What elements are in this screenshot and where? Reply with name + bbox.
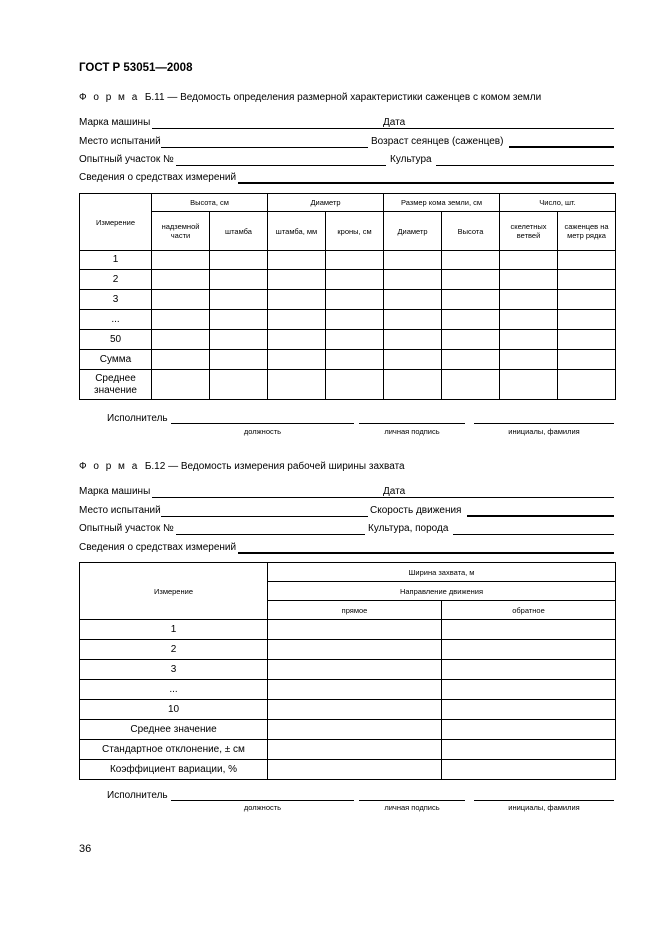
table-cell[interactable]: [152, 251, 210, 270]
table-cell[interactable]: [442, 660, 616, 680]
subheader-per-meter: саженцев на метр рядка: [558, 212, 616, 251]
table-cell[interactable]: [268, 350, 326, 370]
table-cell[interactable]: [268, 640, 442, 660]
table-cell[interactable]: [152, 290, 210, 310]
form-12-signature-position-line[interactable]: [171, 800, 354, 801]
table-cell[interactable]: [326, 350, 384, 370]
field-label-speed: Скорость движения: [370, 505, 462, 516]
field-label-place: Место испытаний: [79, 136, 161, 147]
table-cell[interactable]: [326, 330, 384, 350]
table-cell[interactable]: [152, 330, 210, 350]
table-cell[interactable]: [442, 700, 616, 720]
table-cell[interactable]: [442, 330, 500, 350]
table-cell[interactable]: [210, 330, 268, 350]
field-label-instruments: Сведения о средствах измерений: [79, 172, 237, 183]
form-11-word: Ф о р м а: [79, 92, 140, 103]
form-11-row-instruments: [79, 172, 614, 186]
form-11-row-machine: [79, 117, 614, 131]
form-12-caption-name: инициалы, фамилия: [508, 803, 580, 812]
table-cell[interactable]: [500, 290, 558, 310]
table-cell[interactable]: [326, 251, 384, 270]
table-cell[interactable]: [268, 700, 442, 720]
form-12-row-machine: [79, 486, 614, 500]
row-label: 3: [80, 290, 152, 310]
table-cell[interactable]: [384, 310, 442, 330]
table-cell[interactable]: [210, 251, 268, 270]
field-line-place[interactable]: [161, 516, 368, 517]
field-line-date[interactable]: [410, 497, 614, 498]
form-11-title: [79, 92, 541, 103]
field-label-place: Место испытаний: [79, 505, 161, 516]
table-cell[interactable]: [558, 350, 616, 370]
table-cell[interactable]: [384, 350, 442, 370]
table-cell[interactable]: [268, 310, 326, 330]
row-label: Среднее значение: [80, 720, 268, 740]
table-cell[interactable]: [442, 740, 616, 760]
table-row: [80, 700, 616, 720]
field-label-instruments: Сведения о средствах измерений: [79, 542, 237, 553]
table-cell[interactable]: [442, 270, 500, 290]
table-cell[interactable]: [442, 620, 616, 640]
row-label: 3: [80, 660, 268, 680]
table-cell[interactable]: [442, 720, 616, 740]
subheader-above: надземной части: [152, 212, 210, 251]
form-11-row-plot: [79, 154, 614, 168]
table-cell[interactable]: [558, 370, 616, 400]
table-cell[interactable]: [152, 310, 210, 330]
table-cell[interactable]: [558, 270, 616, 290]
table-cell[interactable]: [500, 370, 558, 400]
form-11-signature-label: Исполнитель: [107, 413, 168, 424]
table-cell[interactable]: [384, 270, 442, 290]
table-cell[interactable]: [268, 720, 442, 740]
form-11-signature-name-line[interactable]: [474, 423, 614, 424]
table-row: [80, 660, 616, 680]
table-cell[interactable]: [326, 370, 384, 400]
table-cell[interactable]: [384, 330, 442, 350]
subheader-stem: штамба: [210, 212, 268, 251]
form-12-title-text: Б.12 — Ведомость измерения рабочей ширины захвата: [144, 461, 405, 472]
header-width: Ширина захвата, м: [268, 563, 616, 582]
subheader-stem-diameter: штамба, мм: [268, 212, 326, 251]
header-measure: Измерение: [80, 194, 152, 251]
field-label-culture: Культура, порода: [368, 523, 449, 534]
form-11-signature-sign-line[interactable]: [359, 423, 465, 424]
table-cell[interactable]: [268, 680, 442, 700]
table-row: [80, 740, 616, 760]
table-cell[interactable]: [500, 251, 558, 270]
table-cell[interactable]: [152, 370, 210, 400]
row-label: Коэффициент вариации, %: [80, 760, 268, 780]
field-label-plot: Опытный участок №: [79, 154, 174, 165]
table-cell[interactable]: [268, 290, 326, 310]
table-row: [80, 330, 616, 350]
header-diameter: Диаметр: [268, 194, 384, 212]
form-12-caption-sign: личная подпись: [384, 803, 440, 812]
field-line-instruments[interactable]: [238, 182, 614, 184]
document-header: ГОСТ Р 53051—2008: [79, 62, 193, 74]
header-clod: Размер кома земли, см: [384, 194, 500, 212]
row-label: ...: [80, 680, 268, 700]
form-11-title-text: Б.11 — Ведомость определения размерной характеристики саженцев с комом земли: [144, 92, 542, 103]
table-cell[interactable]: [558, 290, 616, 310]
table-cell[interactable]: [442, 251, 500, 270]
field-label-plot: Опытный участок №: [79, 523, 174, 534]
table-row: [80, 310, 616, 330]
table-cell[interactable]: [210, 370, 268, 400]
table-cell[interactable]: [500, 330, 558, 350]
form-11-caption-position: должность: [243, 427, 282, 436]
field-line-date[interactable]: [410, 128, 614, 129]
field-line-culture[interactable]: [436, 165, 614, 166]
field-line-plot[interactable]: [176, 165, 386, 166]
table-row: [80, 760, 616, 780]
form-11-row-place: [79, 136, 614, 150]
table-cell[interactable]: [384, 290, 442, 310]
table-cell[interactable]: [500, 270, 558, 290]
subheader-forward: прямое: [268, 601, 442, 620]
table-cell[interactable]: [268, 620, 442, 640]
form-12-signature-label: Исполнитель: [107, 790, 168, 801]
table-cell[interactable]: [268, 330, 326, 350]
field-label-date: Дата: [383, 486, 406, 497]
form-12-signature-sign-line[interactable]: [359, 800, 465, 801]
table-cell[interactable]: [210, 270, 268, 290]
table-cell[interactable]: [326, 270, 384, 290]
table-row: [80, 270, 616, 290]
form-12-table: [79, 562, 616, 780]
table-cell[interactable]: [384, 370, 442, 400]
form-12-row-plot: [79, 523, 614, 537]
field-label-machine: Марка машины: [79, 486, 151, 497]
row-label: 1: [80, 251, 152, 270]
form-12-caption-position: должность: [243, 803, 282, 812]
field-line-speed[interactable]: [467, 515, 614, 517]
subheader-clod-height: Высота: [442, 212, 500, 251]
row-label: Среднее значение: [80, 370, 152, 400]
table-row: [80, 370, 616, 400]
table-cell[interactable]: [268, 251, 326, 270]
field-label-culture: Культура: [390, 154, 432, 165]
table-cell[interactable]: [558, 251, 616, 270]
table-cell[interactable]: [210, 310, 268, 330]
table-cell[interactable]: [442, 680, 616, 700]
table-cell[interactable]: [558, 330, 616, 350]
table-cell[interactable]: [268, 740, 442, 760]
table-cell[interactable]: [152, 270, 210, 290]
table-cell[interactable]: [326, 310, 384, 330]
table-cell[interactable]: [152, 350, 210, 370]
table-cell[interactable]: [268, 270, 326, 290]
form-12-row-instruments: [79, 542, 614, 556]
subheader-crown: кроны, см: [326, 212, 384, 251]
field-line-instruments[interactable]: [238, 552, 614, 554]
table-row: [80, 680, 616, 700]
table-row: [80, 350, 616, 370]
table-row: [80, 640, 616, 660]
table-cell[interactable]: [442, 290, 500, 310]
table-cell[interactable]: [384, 251, 442, 270]
form-11-caption-name: инициалы, фамилия: [508, 427, 580, 436]
form-12-row-place: [79, 505, 614, 519]
table-row: [80, 720, 616, 740]
field-line-culture[interactable]: [453, 534, 614, 535]
row-label: Сумма: [80, 350, 152, 370]
table-cell[interactable]: [558, 310, 616, 330]
field-line-age[interactable]: [509, 146, 614, 148]
header-measure: Измерение: [80, 563, 268, 620]
table-cell[interactable]: [210, 350, 268, 370]
table-cell[interactable]: [500, 310, 558, 330]
field-label-date: Дата: [383, 117, 406, 128]
row-label: Стандартное отклонение, ± см: [80, 740, 268, 760]
table-row: [80, 620, 616, 640]
table-cell[interactable]: [326, 290, 384, 310]
form-11-signature-position-line[interactable]: [171, 423, 354, 424]
table-cell[interactable]: [268, 370, 326, 400]
header-direction: Направление движения: [268, 582, 616, 601]
header-count: Число, шт.: [500, 194, 616, 212]
row-label: 1: [80, 620, 268, 640]
form-11-table: [79, 193, 616, 400]
table-cell[interactable]: [442, 760, 616, 780]
subheader-reverse: обратное: [442, 601, 616, 620]
table-cell[interactable]: [268, 660, 442, 680]
subheader-branches: скелетных ветвей: [500, 212, 558, 251]
table-cell[interactable]: [442, 370, 500, 400]
table-cell[interactable]: [500, 350, 558, 370]
field-label-age: Возраст сеянцев (саженцев): [371, 136, 504, 147]
row-label: 2: [80, 640, 268, 660]
form-11-caption-sign: личная подпись: [384, 427, 440, 436]
table-cell[interactable]: [442, 640, 616, 660]
row-label: ...: [80, 310, 152, 330]
form-12-signature-name-line[interactable]: [474, 800, 614, 801]
table-cell[interactable]: [210, 290, 268, 310]
subheader-clod-diameter: Диаметр: [384, 212, 442, 251]
row-label: 10: [80, 700, 268, 720]
row-label: 2: [80, 270, 152, 290]
table-cell[interactable]: [268, 760, 442, 780]
row-label: 50: [80, 330, 152, 350]
form-12-word: Ф о р м а: [79, 461, 140, 472]
header-height: Высота, см: [152, 194, 268, 212]
table-cell[interactable]: [442, 350, 500, 370]
field-line-place[interactable]: [161, 147, 368, 148]
field-label-machine: Марка машины: [79, 117, 151, 128]
field-line-plot[interactable]: [176, 534, 365, 535]
table-row: [80, 251, 616, 270]
page-number: 36: [79, 843, 92, 855]
table-row: [80, 290, 616, 310]
table-cell[interactable]: [442, 310, 500, 330]
form-12-title: [79, 461, 405, 472]
